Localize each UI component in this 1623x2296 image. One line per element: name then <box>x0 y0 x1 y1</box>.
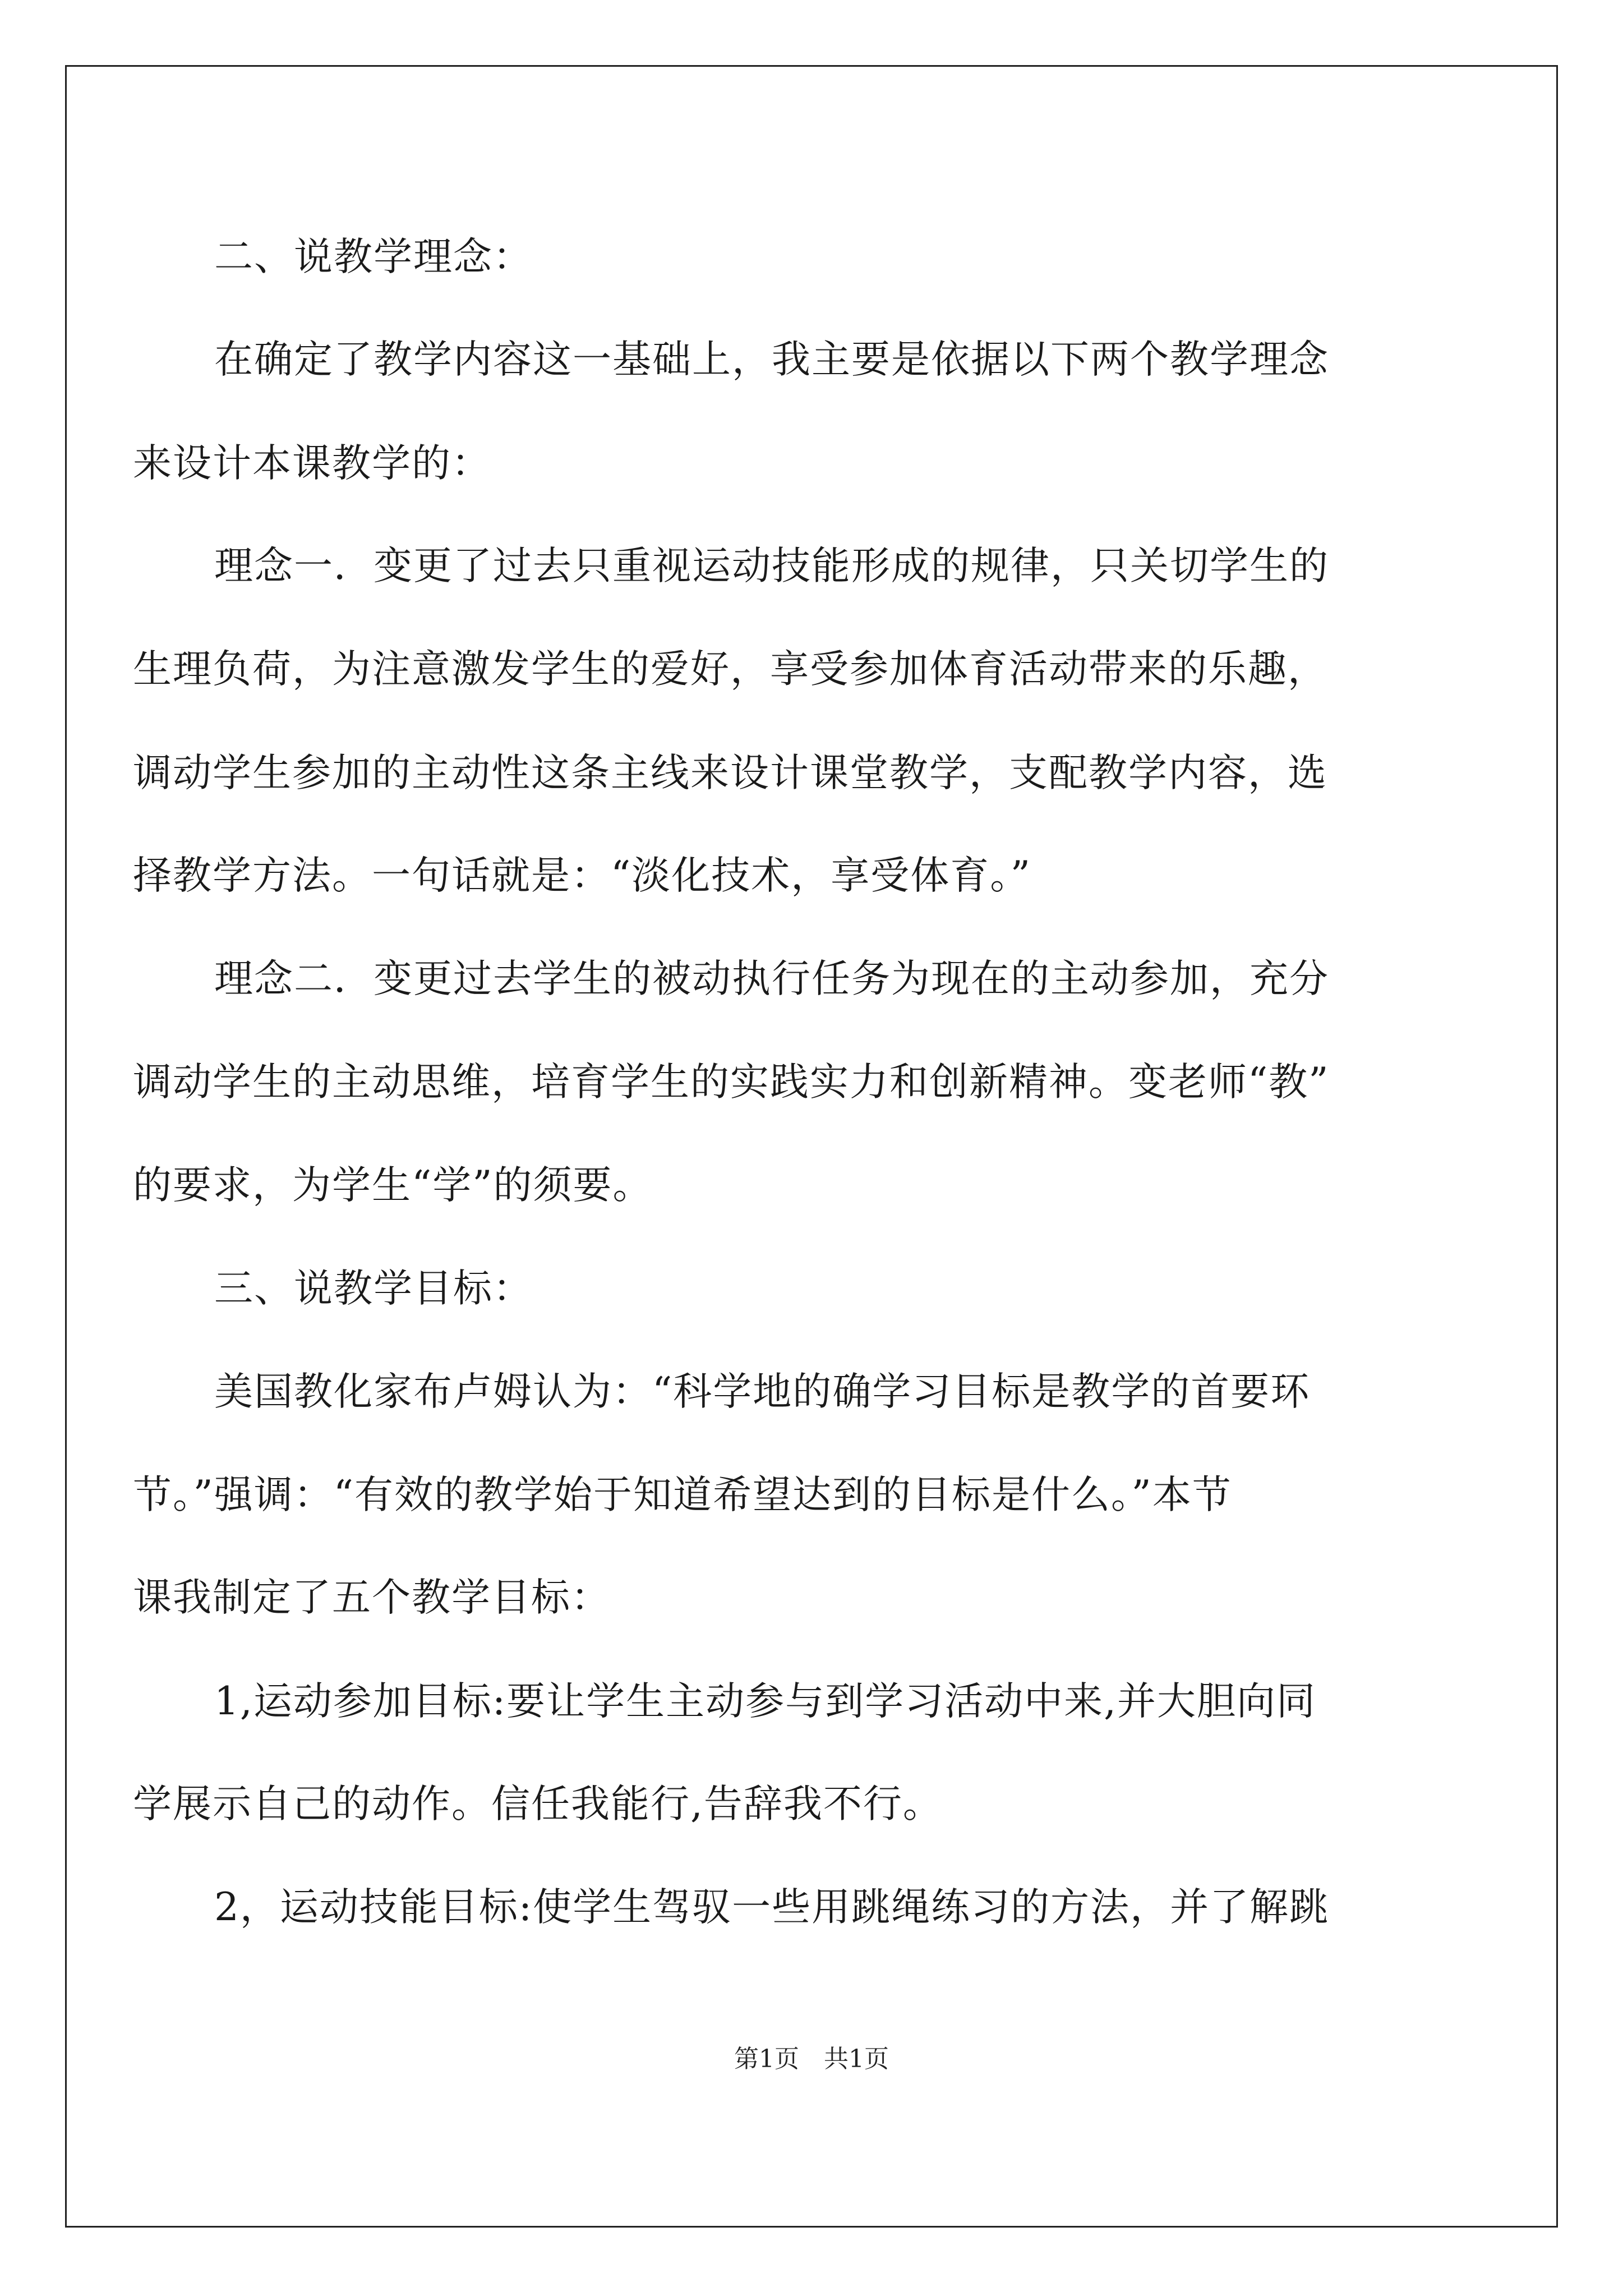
paragraph-line: 理念一．变更了过去只重视运动技能形成的规律，只关切学生的 <box>214 544 1329 588</box>
paragraph-line: 1,运动参加目标:要让学生主动参与到学习活动中来,并大胆向同 <box>214 1679 1317 1724</box>
paragraph-line: 择教学方法。一句话就是：“淡化技术，享受体育。” <box>133 853 1032 898</box>
paragraph-line: 节。”强调：“有效的教学始于知道希望达到的目标是什么。”本节 <box>133 1473 1232 1517</box>
section-heading-teaching-philosophy: 二、说教学理念： <box>214 234 533 279</box>
paragraph-line: 在确定了教学内容这一基础上，我主要是依据以下两个教学理念 <box>214 337 1329 382</box>
page-total: 共1页 <box>824 2045 889 2073</box>
paragraph-line: 课我制定了五个教学目标： <box>133 1575 611 1620</box>
page-footer <box>0 2045 1623 2073</box>
paragraph-line: 的要求，为学生“学”的须要。 <box>133 1163 653 1208</box>
page-number: 第1页 <box>734 2045 799 2073</box>
paragraph-line: 来设计本课教学的： <box>133 441 491 486</box>
paragraph-line: 2，运动技能目标:使学生驾驭一些用跳绳练习的方法，并了解跳 <box>214 1885 1330 1930</box>
paragraph-line: 调动学生的主动思维，培育学生的实践实力和创新精神。变老师“教” <box>133 1060 1330 1105</box>
paragraph-line: 调动学生参加的主动性这条主线来设计课堂教学，支配教学内容，选 <box>133 751 1327 795</box>
paragraph-line: 生理负荷，为注意激发学生的爱好，享受参加体育活动带来的乐趣， <box>133 647 1327 692</box>
paragraph-line: 美国教化家布卢姆认为：“科学地的确学习目标是教学的首要环 <box>214 1369 1311 1414</box>
paragraph-line: 学展示自己的动作。信任我能行,告辞我不行。 <box>133 1782 943 1826</box>
section-heading-teaching-goals: 三、说教学目标： <box>214 1266 533 1311</box>
paragraph-line: 理念二．变更过去学生的被动执行任务为现在的主动参加，充分 <box>214 956 1329 1001</box>
